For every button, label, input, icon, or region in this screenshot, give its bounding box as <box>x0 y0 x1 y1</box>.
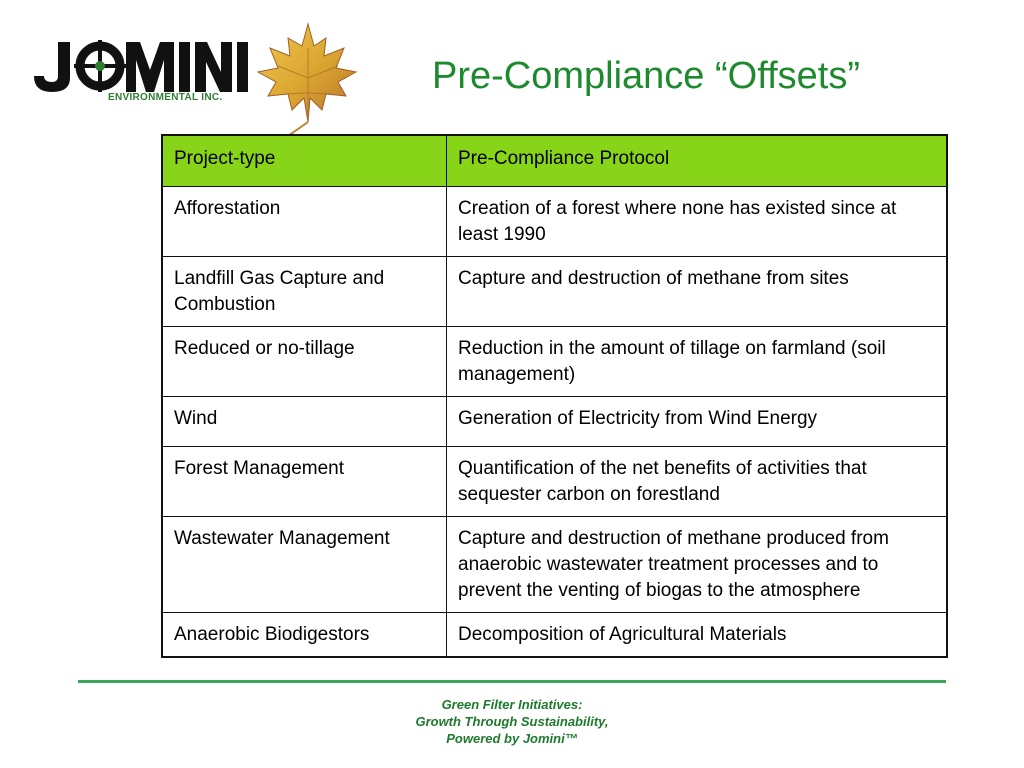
offsets-table <box>161 134 948 658</box>
protocol-cell: Quantification of the net benefits of activities that sequester carbon on forestland <box>447 447 948 517</box>
footer-line-2: Growth Through Sustainability, <box>415 714 609 729</box>
project-type-cell: Forest Management <box>162 447 447 517</box>
maple-leaf-icon <box>248 18 368 138</box>
company-logo <box>30 38 250 108</box>
project-type-cell: Wastewater Management <box>162 517 447 613</box>
project-type-cell: Reduced or no-tillage <box>162 327 447 397</box>
table-row <box>162 187 947 257</box>
footer-divider <box>78 680 946 683</box>
table-row <box>162 517 947 613</box>
slide-title: Pre-Compliance “Offsets” <box>432 55 860 97</box>
project-type-cell: Landfill Gas Capture and Combustion <box>162 257 447 327</box>
project-type-cell: Wind <box>162 397 447 447</box>
protocol-cell: Reduction in the amount of tillage on farmland (soil management) <box>447 327 948 397</box>
project-type-cell: Anaerobic Biodigestors <box>162 613 447 658</box>
table-row <box>162 397 947 447</box>
protocol-cell: Creation of a forest where none has existed since at least 1990 <box>447 187 948 257</box>
protocol-cell: Capture and destruction of methane produced from anaerobic wastewater treatment processes and to prevent the venting of biogas to the atmosphere <box>447 517 948 613</box>
project-type-cell: Afforestation <box>162 187 447 257</box>
logo-subtitle: ENVIRONMENTAL INC. <box>108 92 223 103</box>
footer-line-3: Powered by Jomini™ <box>446 731 578 746</box>
table-row <box>162 327 947 397</box>
protocol-cell: Generation of Electricity from Wind Energy <box>447 397 948 447</box>
table-header-row <box>162 135 947 187</box>
table-row <box>162 257 947 327</box>
footer-line-1: Green Filter Initiatives: <box>441 697 583 712</box>
footer-tagline <box>0 696 1024 747</box>
table-row <box>162 613 947 658</box>
header-project-type: Project-type <box>162 135 447 187</box>
protocol-cell: Decomposition of Agricultural Materials <box>447 613 948 658</box>
table-row <box>162 447 947 517</box>
logo-wordmark <box>30 38 250 94</box>
protocol-cell: Capture and destruction of methane from sites <box>447 257 948 327</box>
header-protocol: Pre-Compliance Protocol <box>447 135 948 187</box>
